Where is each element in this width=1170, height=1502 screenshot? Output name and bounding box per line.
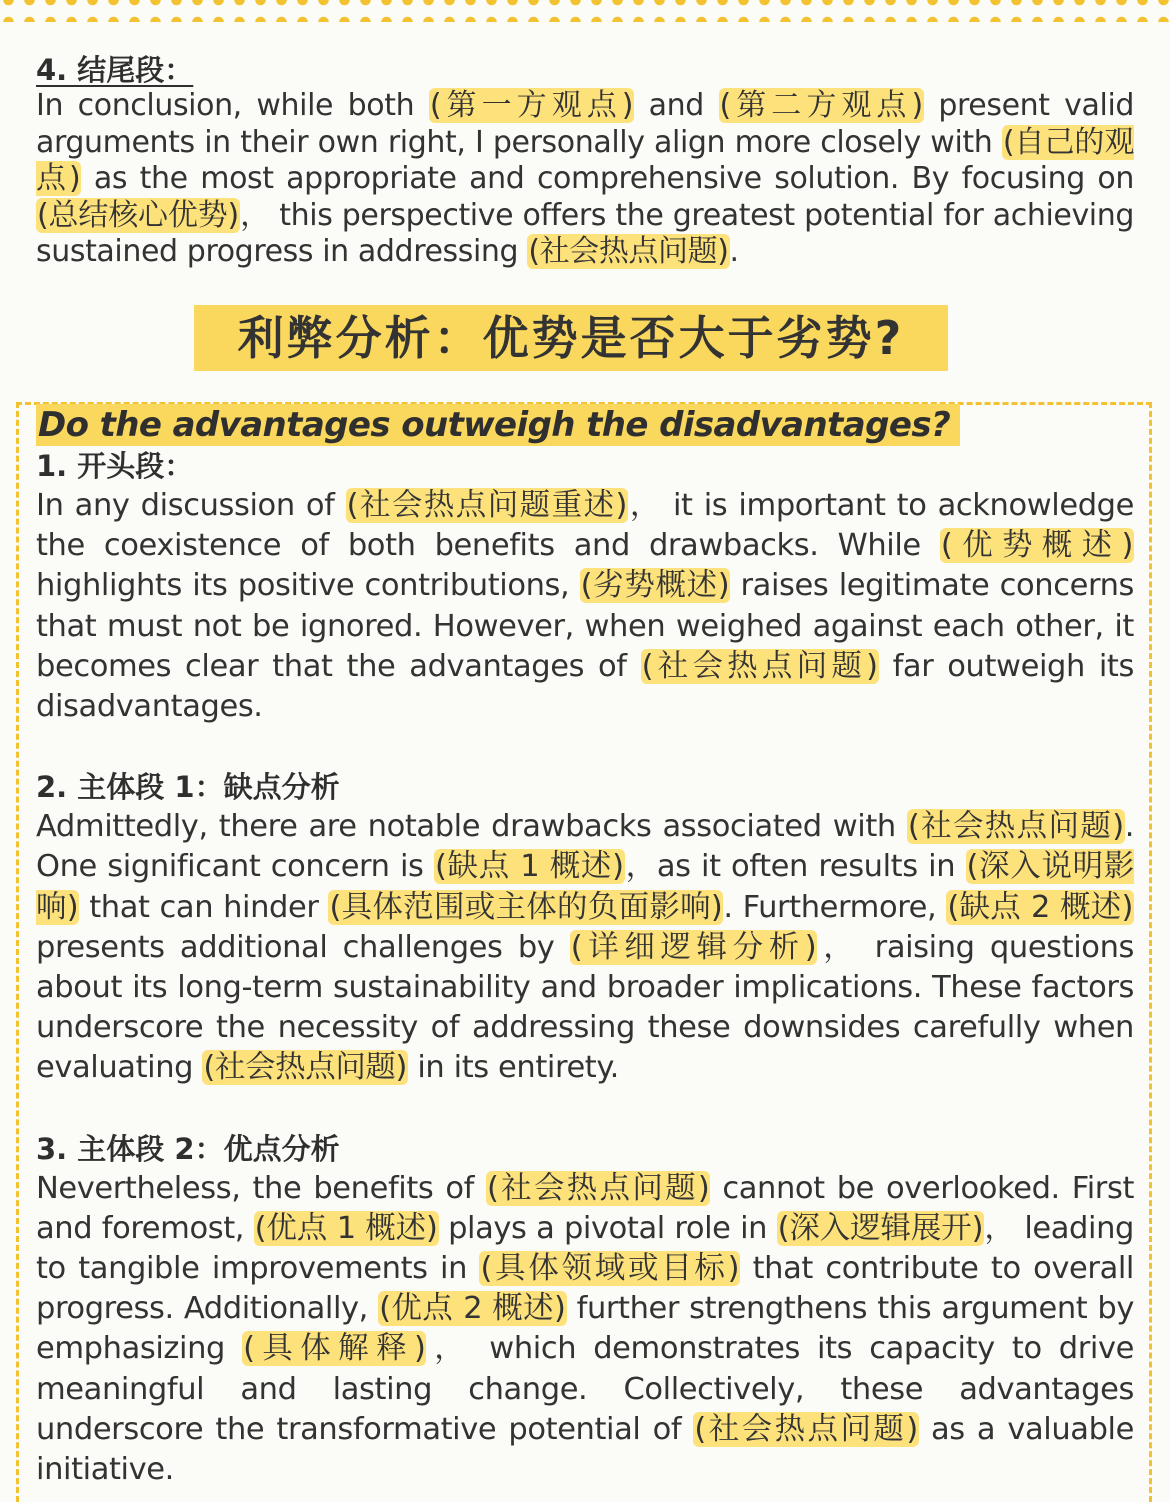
placeholder-highlight: (深入说明影响) bbox=[36, 849, 1134, 925]
text-segment: that can hinder bbox=[79, 889, 329, 925]
text-segment: highlights its positive contributions, bbox=[36, 568, 580, 604]
placeholder-highlight: (社会热点问题) bbox=[641, 648, 878, 684]
text-segment: presents additional challenges by bbox=[36, 929, 570, 965]
template-subtitle: Do the advantages outweigh the disadvantages? bbox=[36, 404, 960, 446]
placeholder-highlight: (社会热点问题) bbox=[528, 234, 729, 269]
placeholder-highlight: (具体范围或主体的负面影响) bbox=[329, 889, 723, 925]
text-segment: ， it is important to acknowledge the coexistence of both benefits and drawbacks. While bbox=[36, 488, 1134, 564]
text-segment: Admittedly, there are notable drawbacks associated with bbox=[36, 809, 907, 845]
placeholder-highlight: (社会热点问题) bbox=[203, 1050, 408, 1086]
placeholder-highlight: (社会热点问题) bbox=[486, 1170, 710, 1206]
advantages-template-section bbox=[36, 404, 1134, 1490]
text-segment: that contribute to overall progress. Additionally, bbox=[36, 1251, 1135, 1327]
text-segment: . bbox=[729, 234, 739, 269]
body2-heading: 3. 主体段 2：优点分析 bbox=[36, 1131, 340, 1166]
text-segment: as a valuable initiative. bbox=[36, 1411, 1134, 1488]
placeholder-highlight: (第一方观点) bbox=[429, 88, 634, 123]
text-segment: . One significant concern is bbox=[36, 809, 1134, 885]
dotted-top-border bbox=[0, 0, 1170, 22]
placeholder-highlight: (优点 1 概述) bbox=[254, 1210, 438, 1246]
body2-paragraph bbox=[36, 1169, 1134, 1491]
text-segment: plays a pivotal role in bbox=[438, 1210, 777, 1246]
conclusion-heading: 4. 结尾段： bbox=[36, 53, 194, 87]
text-segment: present valid arguments in their own right, I personally align more closely with bbox=[36, 88, 1135, 160]
text-segment: as the most appropriate and comprehensive solution. By focusing on bbox=[81, 161, 1134, 196]
text-segment: raises legitimate concerns that must not be ignored. However, when weighed against each other, it becomes clear that the advantages of bbox=[36, 568, 1134, 684]
text-segment: ， leading to tangible improvements in bbox=[36, 1210, 1134, 1287]
placeholder-highlight: (自己的观点) bbox=[36, 124, 1134, 196]
text-segment: in its entirety. bbox=[408, 1050, 619, 1086]
placeholder-highlight: (社会热点问题) bbox=[907, 809, 1124, 845]
text-segment: ，as it often results in bbox=[624, 849, 966, 885]
text-segment: cannot be overlooked. First and foremost, bbox=[36, 1170, 1134, 1246]
text-segment: far outweigh its disadvantages. bbox=[36, 648, 1134, 725]
intro-heading: 1. 开头段： bbox=[36, 449, 194, 483]
placeholder-highlight: (具体领域或目标) bbox=[480, 1251, 740, 1287]
placeholder-highlight: (深入逻辑展开) bbox=[777, 1210, 984, 1246]
text-segment: ， this perspective offers the greatest potential for achieving sustained progress in addressing bbox=[36, 197, 1134, 269]
intro-paragraph bbox=[36, 486, 1134, 727]
body1-paragraph bbox=[36, 807, 1134, 1088]
section-banner-title: 利弊分析：优势是否大于劣势? bbox=[194, 305, 948, 371]
conclusion-paragraph bbox=[36, 88, 1134, 271]
placeholder-highlight: (缺点 2 概述) bbox=[947, 889, 1133, 925]
text-segment: ， which demonstrates its capacity to drive meaningful and lasting change. Collectively, these advantages underscore the transformative potential of bbox=[36, 1331, 1134, 1447]
placeholder-highlight: (总结核心优势) bbox=[37, 197, 239, 233]
spacer bbox=[36, 1089, 1134, 1129]
text-segment: . Furthermore, bbox=[723, 889, 947, 925]
text-segment: and bbox=[634, 88, 719, 123]
placeholder-highlight: (优势概述) bbox=[940, 528, 1133, 564]
text-segment: ， raising questions about its long-term sustainability and broader implications. These factors underscore the necessity of addressing these downsides carefully when evaluating bbox=[36, 929, 1134, 1086]
placeholder-highlight: (社会热点问题) bbox=[694, 1411, 918, 1447]
placeholder-highlight: (劣势概述) bbox=[580, 568, 730, 604]
text-segment: Nevertheless, the benefits of bbox=[36, 1170, 486, 1206]
text-segment: In any discussion of bbox=[36, 488, 346, 523]
placeholder-highlight: (优点 2 概述) bbox=[379, 1291, 566, 1327]
placeholder-highlight: (具体解释) bbox=[243, 1331, 426, 1367]
text-segment: In conclusion, while both bbox=[36, 88, 429, 123]
placeholder-highlight: (缺点 1 概述) bbox=[434, 849, 624, 885]
text-segment: further strengthens this argument by emphasizing bbox=[36, 1291, 1135, 1367]
spacer bbox=[36, 727, 1134, 767]
body1-heading: 2. 主体段 1：缺点分析 bbox=[36, 770, 340, 805]
placeholder-highlight: (详细逻辑分析) bbox=[570, 929, 817, 965]
placeholder-highlight: (第二方观点) bbox=[719, 88, 923, 123]
conclusion-section bbox=[36, 52, 1134, 271]
placeholder-highlight: (社会热点问题重述) bbox=[346, 488, 628, 523]
